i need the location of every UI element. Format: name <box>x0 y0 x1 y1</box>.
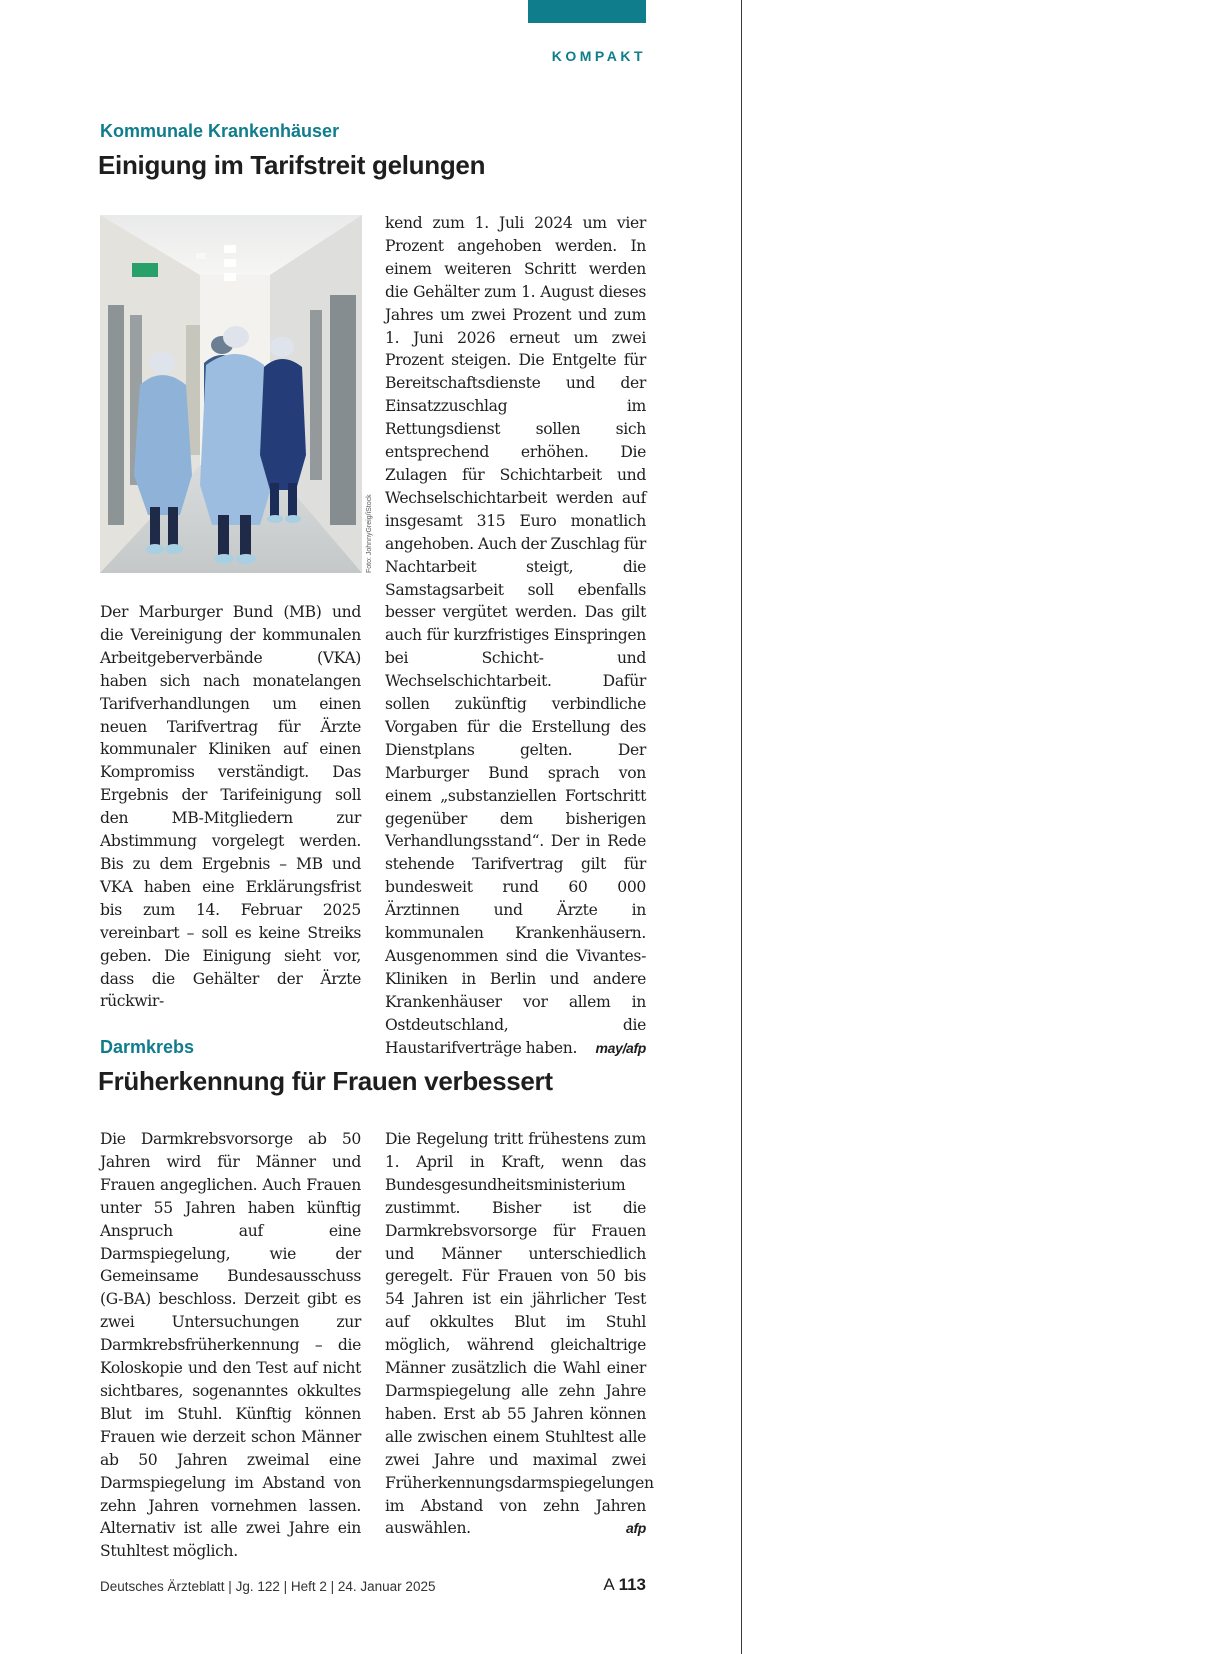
article2-column-2 <box>385 1128 654 1540</box>
article1-column-2 <box>385 212 646 1060</box>
article2-column-2-text: Die Regelung tritt frühestens zum 1. April in Kraft, wenn das Bundesgesundheitsministerium zustimmt. Bisher ist die Darmkrebsvorsorge für Frauen und Männer unterschiedlich geregelt. Für Frauen von 50 bis 54 Jahren ist ein jährlicher Test auf okkultes Blut im Stuhl möglich, während gleichaltrige Männer zusätzlich die Wahl einer Darmspiegelung alle zehn Jahre haben. Erst ab 55 Jahren können alle zwischen einem Stuhltest alle zwei Jahre und maximal zwei Früherkennungsdarmspiegelungen im Abstand von zehn Jahren auswählen. <box>385 1130 654 1538</box>
section-tag: KOMPAKT <box>551 48 646 64</box>
page-number-value: 113 <box>618 1575 646 1594</box>
footer-journal-info: Deutsches Ärzteblatt | Jg. 122 | Heft 2 | 24. Januar 2025 <box>100 1579 436 1594</box>
article2-headline: Früherkennung für Frauen verbessert <box>98 1066 553 1096</box>
article2-column-1-text: Die Darmkrebsvorsorge ab 50 Jahren wird für Männer und Frauen angeglichen. Auch Frauen unter 55 Jahren haben künftig Anspruch auf eine Darmspiegelung, wie der Gemeinsame Bundesausschuss (G-BA) beschloss. Derzeit gibt es zwei Untersuchungen zur Darmkrebsfrüherkennung – die Koloskopie und den Test auf nicht sichtbares, sogenanntes okkultes Blut im Stuhl. Künftig können Frauen wie derzeit schon Männer ab 50 Jahren zweimal eine Darmspiegelung im Abstand von zehn Jahren vornehmen lassen. Alternativ ist alle zwei Jahre ein Stuhltest möglich. <box>100 1130 361 1561</box>
page-prefix: A <box>603 1575 614 1594</box>
page-divider <box>741 0 742 1654</box>
article1-headline: Einigung im Tarifstreit gelungen <box>98 150 486 180</box>
article2-kicker: Darmkrebs <box>100 1037 195 1057</box>
article2-column-1 <box>100 1128 361 1563</box>
article2-author: afp <box>626 1520 646 1537</box>
photo-credit: Foto: JohnnyGreig/iStock <box>366 494 373 573</box>
header-accent-bar <box>528 0 646 23</box>
article1-column-1 <box>100 601 361 1013</box>
article1-photo <box>100 215 362 573</box>
article1-column-2-text: kend zum 1. Juli 2024 um vier Prozent angehoben werden. In einem weiteren Schritt werden die Gehälter zum 1. August dieses Jahres um zwei Prozent und zum 1. Juni 2026 erneut um zwei Prozent steigen. Die Entgelte für Bereitschaftsdienste und der Einsatzzuschlag im Rettungsdienst sollen sich entsprechend erhöhen. Die Zulagen für Schichtarbeit und Wechselschichtarbeit werden auf insgesamt 315 Euro monatlich angehoben. Auch der Zuschlag für Nachtarbeit steigt, die Samstagsarbeit soll ebenfalls besser vergütet werden. Das gilt auch für kurzfristiges Einspringen bei Schicht- und Wechselschichtarbeit. Dafür sollen zukünftig verbindliche Vorgaben für die Erstellung des Dienstplans gelten. Der Marburger Bund sprach von einem „substanziellen Fortschritt gegenüber dem bisherigen Verhandlungsstand“. Der in Rede stehende Tarifvertrag gilt für bundesweit rund 60 000 Ärztinnen und Ärzte in kommunalen Krankenhäusern. Ausgenommen sind die Vivantes-Kliniken in Berlin und andere Krankenhäuser vor allem in Ostdeutschland, die Haustarifverträge haben. <box>385 214 646 1057</box>
page-number <box>603 1575 646 1595</box>
article1-column-1-text: Der Marburger Bund (MB) und die Vereinigung der kommunalen Arbeitgeberverbände (VKA) haben sich nach monatelangen Tarifverhandlungen um einen neuen Tarifvertrag für Ärzte kommunaler Kliniken auf einen Kompromiss verständigt. Das Ergebnis der Tarifeinigung soll den MB-Mitgliedern zur Abstimmung vorgelegt werden. Bis zu dem Ergebnis – MB und VKA haben eine Erklärungsfrist bis zum 14. Februar 2025 vereinbart – soll es keine Streiks geben. Die Einigung sieht vor, dass die Gehälter der Ärzte rückwir- <box>100 603 361 1011</box>
article1-author: may/afp <box>595 1039 646 1056</box>
article1-kicker: Kommunale Krankenhäuser <box>100 121 340 141</box>
